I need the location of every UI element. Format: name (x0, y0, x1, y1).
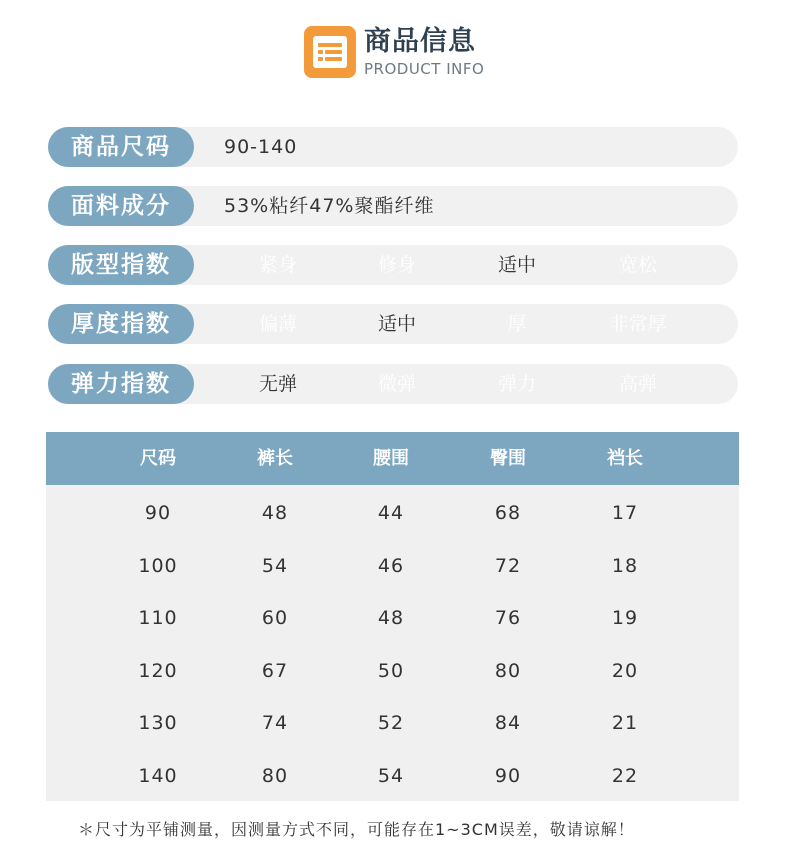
table-cell: 54 (377, 765, 405, 787)
thickness-option: 厚 (507, 313, 527, 335)
stretch-option: 弹力 (497, 373, 536, 395)
column-header: 臀围 (490, 448, 526, 469)
info-row-fit (48, 245, 738, 285)
table-cell: 20 (611, 660, 639, 682)
fit-option: 紧身 (258, 254, 297, 276)
thickness-option: 适中 (377, 313, 416, 335)
fit-option: 宽松 (618, 254, 657, 276)
table-row (46, 540, 739, 592)
column-header: 尺码 (140, 448, 176, 469)
table-cell: 68 (494, 502, 522, 524)
size-label: 商品尺码 (48, 127, 194, 167)
fabric-label: 面料成分 (48, 186, 194, 226)
section-header (304, 26, 484, 78)
stretch-option: 微弹 (377, 373, 416, 395)
fit-label: 版型指数 (48, 245, 194, 285)
table-cell: 140 (138, 765, 178, 787)
table-cell: 52 (377, 712, 405, 734)
info-row-stretch (48, 364, 738, 404)
size-table (46, 432, 739, 801)
table-cell: 80 (261, 765, 289, 787)
column-header: 腰围 (373, 448, 409, 469)
column-header: 裤长 (257, 448, 293, 469)
table-cell: 90 (144, 502, 172, 524)
section-title: 商品信息 (364, 26, 476, 57)
table-cell: 44 (377, 502, 405, 524)
info-row-size (48, 127, 738, 167)
table-cell: 130 (138, 712, 178, 734)
table-cell: 21 (611, 712, 639, 734)
info-row-fabric (48, 186, 738, 226)
table-cell: 120 (138, 660, 178, 682)
table-cell: 90 (494, 765, 522, 787)
table-cell: 19 (611, 607, 639, 629)
size-value: 90-140 (224, 136, 298, 158)
table-cell: 84 (494, 712, 522, 734)
table-cell: 46 (377, 555, 405, 577)
table-cell: 48 (261, 502, 289, 524)
section-subtitle: PRODUCT INFO (364, 60, 485, 78)
info-row-thickness (48, 304, 738, 344)
table-row (46, 592, 739, 644)
thickness-option: 偏薄 (258, 313, 297, 335)
table-row (46, 697, 739, 749)
table-cell: 22 (611, 765, 639, 787)
table-cell: 18 (611, 555, 639, 577)
table-cell: 80 (494, 660, 522, 682)
list-document-icon (304, 26, 356, 78)
table-cell: 74 (261, 712, 289, 734)
table-cell: 110 (138, 607, 178, 629)
thickness-label: 厚度指数 (48, 304, 194, 344)
fabric-value: 53%粘纤47%聚酯纤维 (224, 195, 435, 217)
thickness-option: 非常厚 (609, 313, 667, 335)
table-cell: 72 (494, 555, 522, 577)
table-cell: 67 (261, 660, 289, 682)
fit-option: 适中 (497, 254, 536, 276)
table-cell: 17 (611, 502, 639, 524)
column-header: 裆长 (607, 448, 643, 469)
table-header (46, 432, 739, 485)
table-row (46, 750, 739, 802)
fit-option: 修身 (377, 254, 416, 276)
stretch-option: 无弹 (258, 373, 297, 395)
table-cell: 50 (377, 660, 405, 682)
table-cell: 48 (377, 607, 405, 629)
table-row (46, 645, 739, 697)
stretch-label: 弹力指数 (48, 364, 194, 404)
table-cell: 54 (261, 555, 289, 577)
table-cell: 76 (494, 607, 522, 629)
measurement-note: ＊尺寸为平铺测量，因测量方式不同，可能存在1~3CM误差，敬请谅解！ (78, 820, 635, 839)
table-cell: 60 (261, 607, 289, 629)
table-cell: 100 (138, 555, 178, 577)
table-row (46, 487, 739, 539)
stretch-option: 高弹 (618, 373, 657, 395)
